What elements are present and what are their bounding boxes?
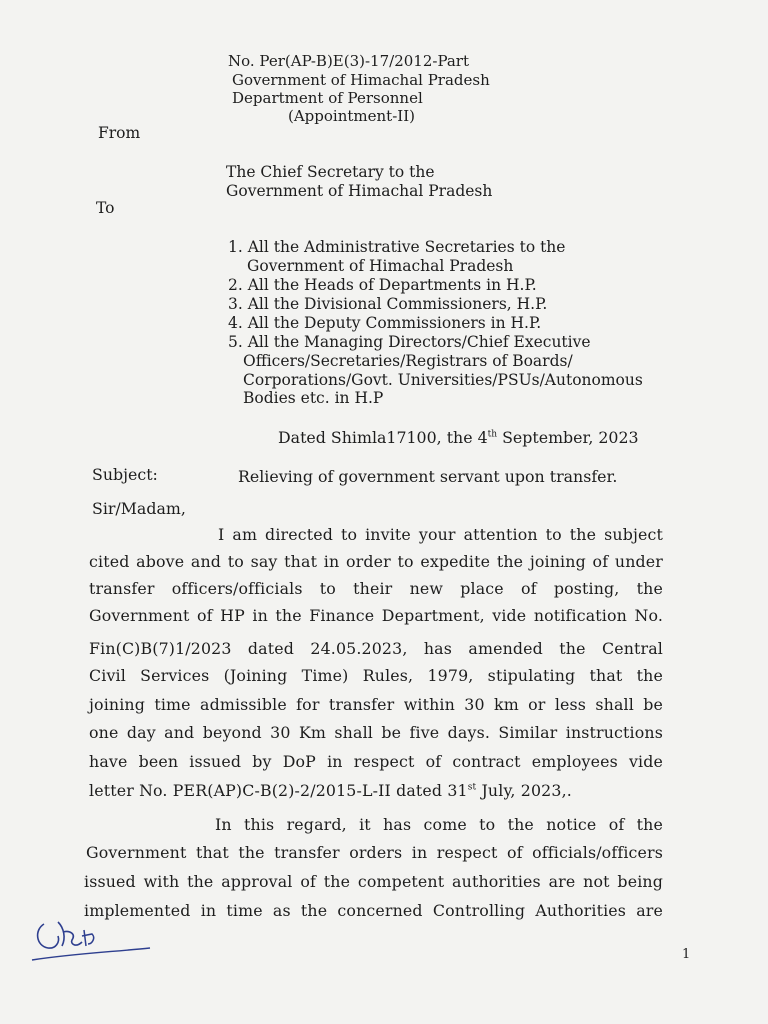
to-item: 2. All the Heads of Departments in H.P. [228,276,537,294]
page-number: 1 [682,947,691,962]
department-name: Department of Personnel [232,89,423,107]
para1-l10-sup: st [467,782,477,793]
from-line-1: The Chief Secretary to the [226,163,435,181]
para1-l10-prefix: letter No. PER(AP)C-B(2)-2/2015-L-II dated 31 [89,781,468,800]
salutation: Sir/Madam, [92,499,186,518]
to-item: 5. All the Managing Directors/Chief Executive [228,333,591,351]
to-item: Bodies etc. in H.P [243,389,384,407]
para1-line: Government of HP in the Finance Department, vide notification No. [89,606,663,625]
para2-line: In this regard, it has come to the notice of the [215,815,663,834]
govt-name: Government of Himachal Pradesh [232,71,490,89]
dated-sup: th [487,429,498,440]
para1-line: Civil Services (Joining Time) Rules, 1979, stipulating that the [89,666,663,685]
to-label: To [96,199,115,217]
para1-l10-suffix: July, 2023,. [476,781,572,800]
dated-prefix: Dated Shimla17100, the 4 [278,428,488,447]
to-item: 4. All the Deputy Commissioners in H.P. [228,314,542,332]
section-name: (Appointment-II) [288,107,415,125]
to-item: 3. All the Divisional Commissioners, H.P. [228,295,548,313]
subject-label: Subject: [92,465,158,484]
para1-line: Fin(C)B(7)1/2023 dated 24.05.2023, has amended the Central [89,639,663,658]
to-item: 1. All the Administrative Secretaries to the [228,238,566,256]
para2-line: issued with the approval of the competent authorities are not being [84,872,663,891]
subject-text: Relieving of government servant upon transfer. [238,467,618,486]
para1-line-last [89,781,572,800]
para2-line: Government that the transfer orders in respect of officials/officers [86,843,663,862]
para1-line: have been issued by DoP in respect of contract employees vide [89,752,663,771]
para1-line: I am directed to invite your attention to the subject [218,525,663,544]
para1-line: transfer officers/officials to their new place of posting, the [89,579,663,598]
to-item: Corporations/Govt. Universities/PSUs/Autonomous [243,371,643,389]
para1-line: joining time admissible for transfer within 30 km or less shall be [89,695,663,714]
dated-line [278,428,639,447]
from-label: From [98,124,141,142]
file-number: No. Per(AP-B)E(3)-17/2012-Part [228,52,470,70]
signature-initials [30,910,155,970]
to-item: Government of Himachal Pradesh [247,257,514,275]
from-line-2: Government of Himachal Pradesh [226,182,493,200]
para2-line: implemented in time as the concerned Controlling Authorities are [84,901,663,920]
to-item: Officers/Secretaries/Registrars of Boards/ [243,352,573,370]
para1-line: one day and beyond 30 Km shall be five days. Similar instructions [89,723,663,742]
dated-suffix: September, 2023 [497,428,639,447]
para1-line: cited above and to say that in order to expedite the joining of under [89,552,663,571]
